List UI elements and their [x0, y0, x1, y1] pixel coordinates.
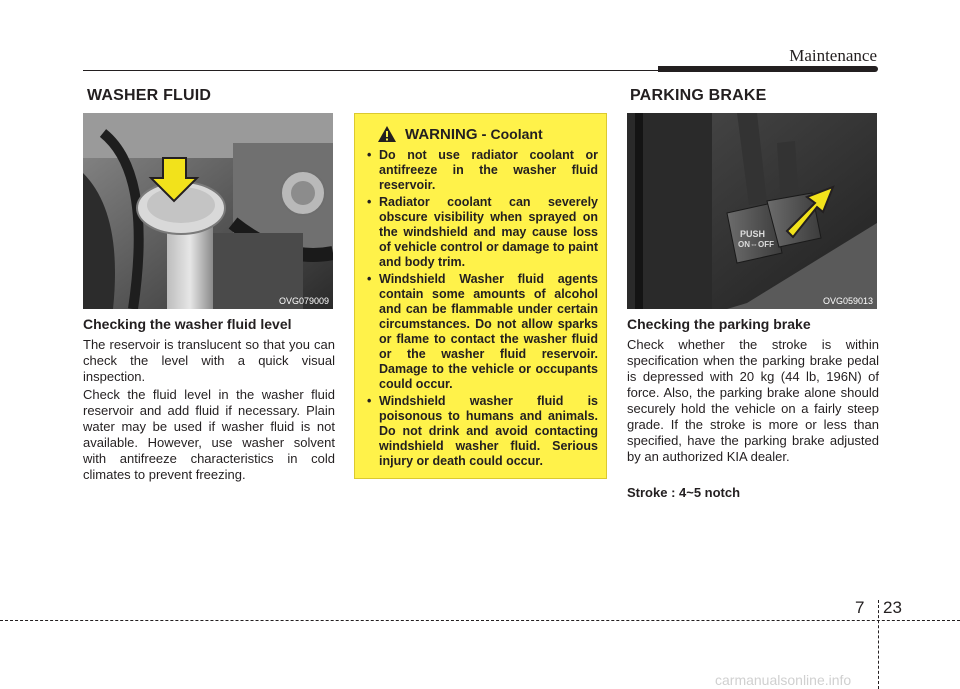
bullet: • — [367, 272, 372, 286]
bullet: • — [367, 195, 372, 209]
parking-brake-photo — [627, 113, 877, 309]
washer-fluid-title: WASHER FLUID — [87, 87, 212, 104]
warning-list — [367, 148, 598, 469]
page-number: 23 — [883, 598, 902, 617]
footer-divider — [878, 600, 879, 689]
warning-subject: Coolant — [490, 126, 543, 142]
warning-item: • Windshield washer fluid is poisonous to humans and animals. Do not drink and avoid contacting windshield washer fluid. Serious injury or death could occur. — [367, 394, 598, 468]
pedal-label-2: ON⇔OFF — [738, 240, 774, 249]
washer-paragraph-2: Check the fluid level in the washer fluid reservoir and add fluid if necessary. Plain water may be used if washer fluid is not available. However, use washer solvent with antifreeze characteristics in cold climates to prevent freezing. — [83, 387, 335, 482]
bullet: • — [367, 148, 372, 162]
header-rule — [83, 70, 683, 71]
header-rule-accent — [658, 66, 878, 72]
washer-reservoir-photo — [83, 113, 333, 309]
stroke-spec: Stroke : 4~5 notch — [627, 485, 741, 500]
footer-rule — [0, 620, 960, 621]
parking-brake-paragraph: Check whether the stroke is within specification when the parking brake pedal is depressed with 20 kg (44 lb, 196N) of force. Also, the parking brake alone should securely hold the vehicle on a fairly steep grade. If the stroke is more or less than specified, have the parking brake adjusted by an authorized KIA dealer. — [627, 337, 879, 464]
washer-fluid-subheading: Checking the washer fluid level — [83, 316, 292, 332]
photo-code: OVG059013 — [822, 296, 873, 306]
pedal-label-1: PUSH — [740, 229, 766, 239]
washer-reservoir-illustration — [83, 113, 333, 309]
parking-brake-subheading: Checking the parking brake — [627, 316, 811, 332]
chapter-number: 7 — [855, 598, 865, 617]
coolant-warning-box — [354, 113, 607, 479]
chapter-title: Maintenance — [789, 46, 877, 65]
bullet: • — [367, 394, 372, 408]
watermark: carmanualsonline.info — [715, 672, 852, 688]
warning-item: • Windshield Washer fluid agents contain some amounts of alcohol and can be flammable under certain circumstances. Do not allow sparks or flame to contact the washer fluid or the washer fluid reservoir. Damage to the vehicle or occupants could occur. — [367, 272, 598, 391]
warning-header — [377, 123, 598, 145]
warning-triangle-icon — [377, 125, 397, 143]
warning-label: WARNING — [405, 125, 478, 143]
photo-code: OVG079009 — [278, 296, 329, 306]
parking-brake-title: PARKING BRAKE — [630, 87, 767, 104]
parking-brake-illustration — [627, 113, 877, 309]
warning-item: • Radiator coolant can severely obscure visibility when sprayed on the windshield and may cause loss of vehicle control or damage to paint and body trim. — [367, 195, 598, 269]
warning-item: • Do not use radiator coolant or antifreeze in the washer fluid reservoir. — [367, 148, 598, 192]
washer-paragraph-1: The reservoir is translucent so that you can check the level with a quick visual inspection. — [83, 337, 335, 384]
warning-dash: - — [481, 125, 487, 143]
